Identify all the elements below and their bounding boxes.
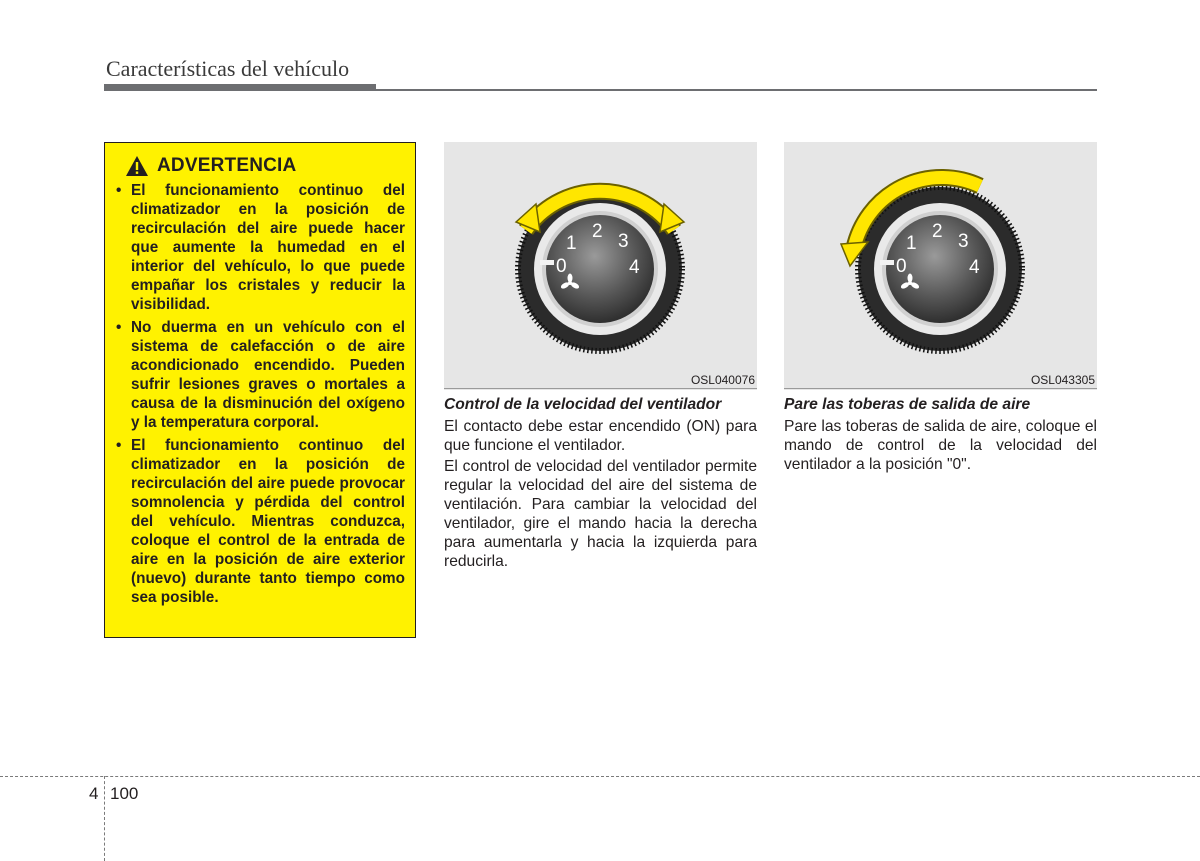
figure-divider: [444, 388, 757, 389]
fan-speed-section: [444, 395, 757, 573]
dial-label-3: 3: [958, 231, 969, 252]
dial-label-4: 4: [969, 257, 980, 278]
section-heading: Pare las toberas de salida de aire: [784, 396, 1031, 413]
figure-code: OSL043305: [1030, 373, 1095, 387]
figure-air-outlet-off-dial: [784, 142, 1097, 390]
footer-margin-rule: [104, 776, 105, 861]
paragraph: El contacto debe estar encendido (ON) para que funcione el ventilador.: [444, 418, 757, 454]
dial-label-4: 4: [629, 257, 640, 278]
page-number: 100: [110, 784, 139, 803]
header-title: Características del vehículo: [106, 56, 350, 81]
header-rule: [104, 89, 1097, 91]
warning-list: [115, 181, 405, 607]
air-outlet-off-section: [784, 395, 1097, 476]
warning-item: • El funcionamiento continuo del climatizador en la posición de recirculación del aire puede provocar somnolencia y pérdida del control del vehículo. Mientras conduzca, coloque el control de la entrada de aire en la posición de aire exterior (nuevo) durante tanto tiempo como sea posible.: [115, 436, 405, 607]
warning-box: [104, 142, 416, 638]
section-heading: Control de la velocidad del ventilador: [444, 396, 722, 413]
warning-item: • El funcionamiento continuo del climatizador en la posición de recirculación del aire puede hacer que aumente la humedad en el interior del vehículo, lo que puede empañar los cristales y reducir la visibilidad.: [115, 181, 405, 314]
footer-rule: [0, 776, 1200, 777]
dial-label-1: 1: [906, 233, 917, 254]
dial-label-2: 2: [592, 221, 603, 242]
paragraph: El control de velocidad del ventilador permite regular la velocidad del aire del sistema de ventilación. Para cambiar la velocidad del ventilador, gire el mando hacia la derecha para aumentarla y hacia la izquierda para reducirla.: [444, 458, 757, 570]
figure-fan-speed-dial: [444, 142, 757, 390]
paragraph: Pare las toberas de salida de aire, coloque el mando de control de la velocidad del ventilador a la posición "0".: [784, 418, 1097, 473]
warning-item: • No duerma en un vehículo con el sistema de calefacción o de aire acondicionado encendido. Pueden sufrir lesiones graves o mortales a causa de la disminución del oxígeno y la temperatura corporal.: [115, 318, 405, 432]
dial-label-3: 3: [618, 231, 629, 252]
warning-title: ADVERTENCIA: [157, 155, 297, 176]
dial-label-0: 0: [896, 256, 907, 277]
chapter-number: 4: [89, 784, 99, 803]
fan-dial-illustration: [444, 142, 757, 390]
figure-divider: [784, 388, 1097, 389]
dial-label-0: 0: [556, 256, 567, 277]
dial-label-1: 1: [566, 233, 577, 254]
figure-code: OSL040076: [690, 373, 755, 387]
fan-dial-illustration: [784, 142, 1097, 390]
warning-triangle-icon: [125, 155, 149, 177]
warning-heading: [125, 155, 405, 177]
dial-label-2: 2: [932, 221, 943, 242]
